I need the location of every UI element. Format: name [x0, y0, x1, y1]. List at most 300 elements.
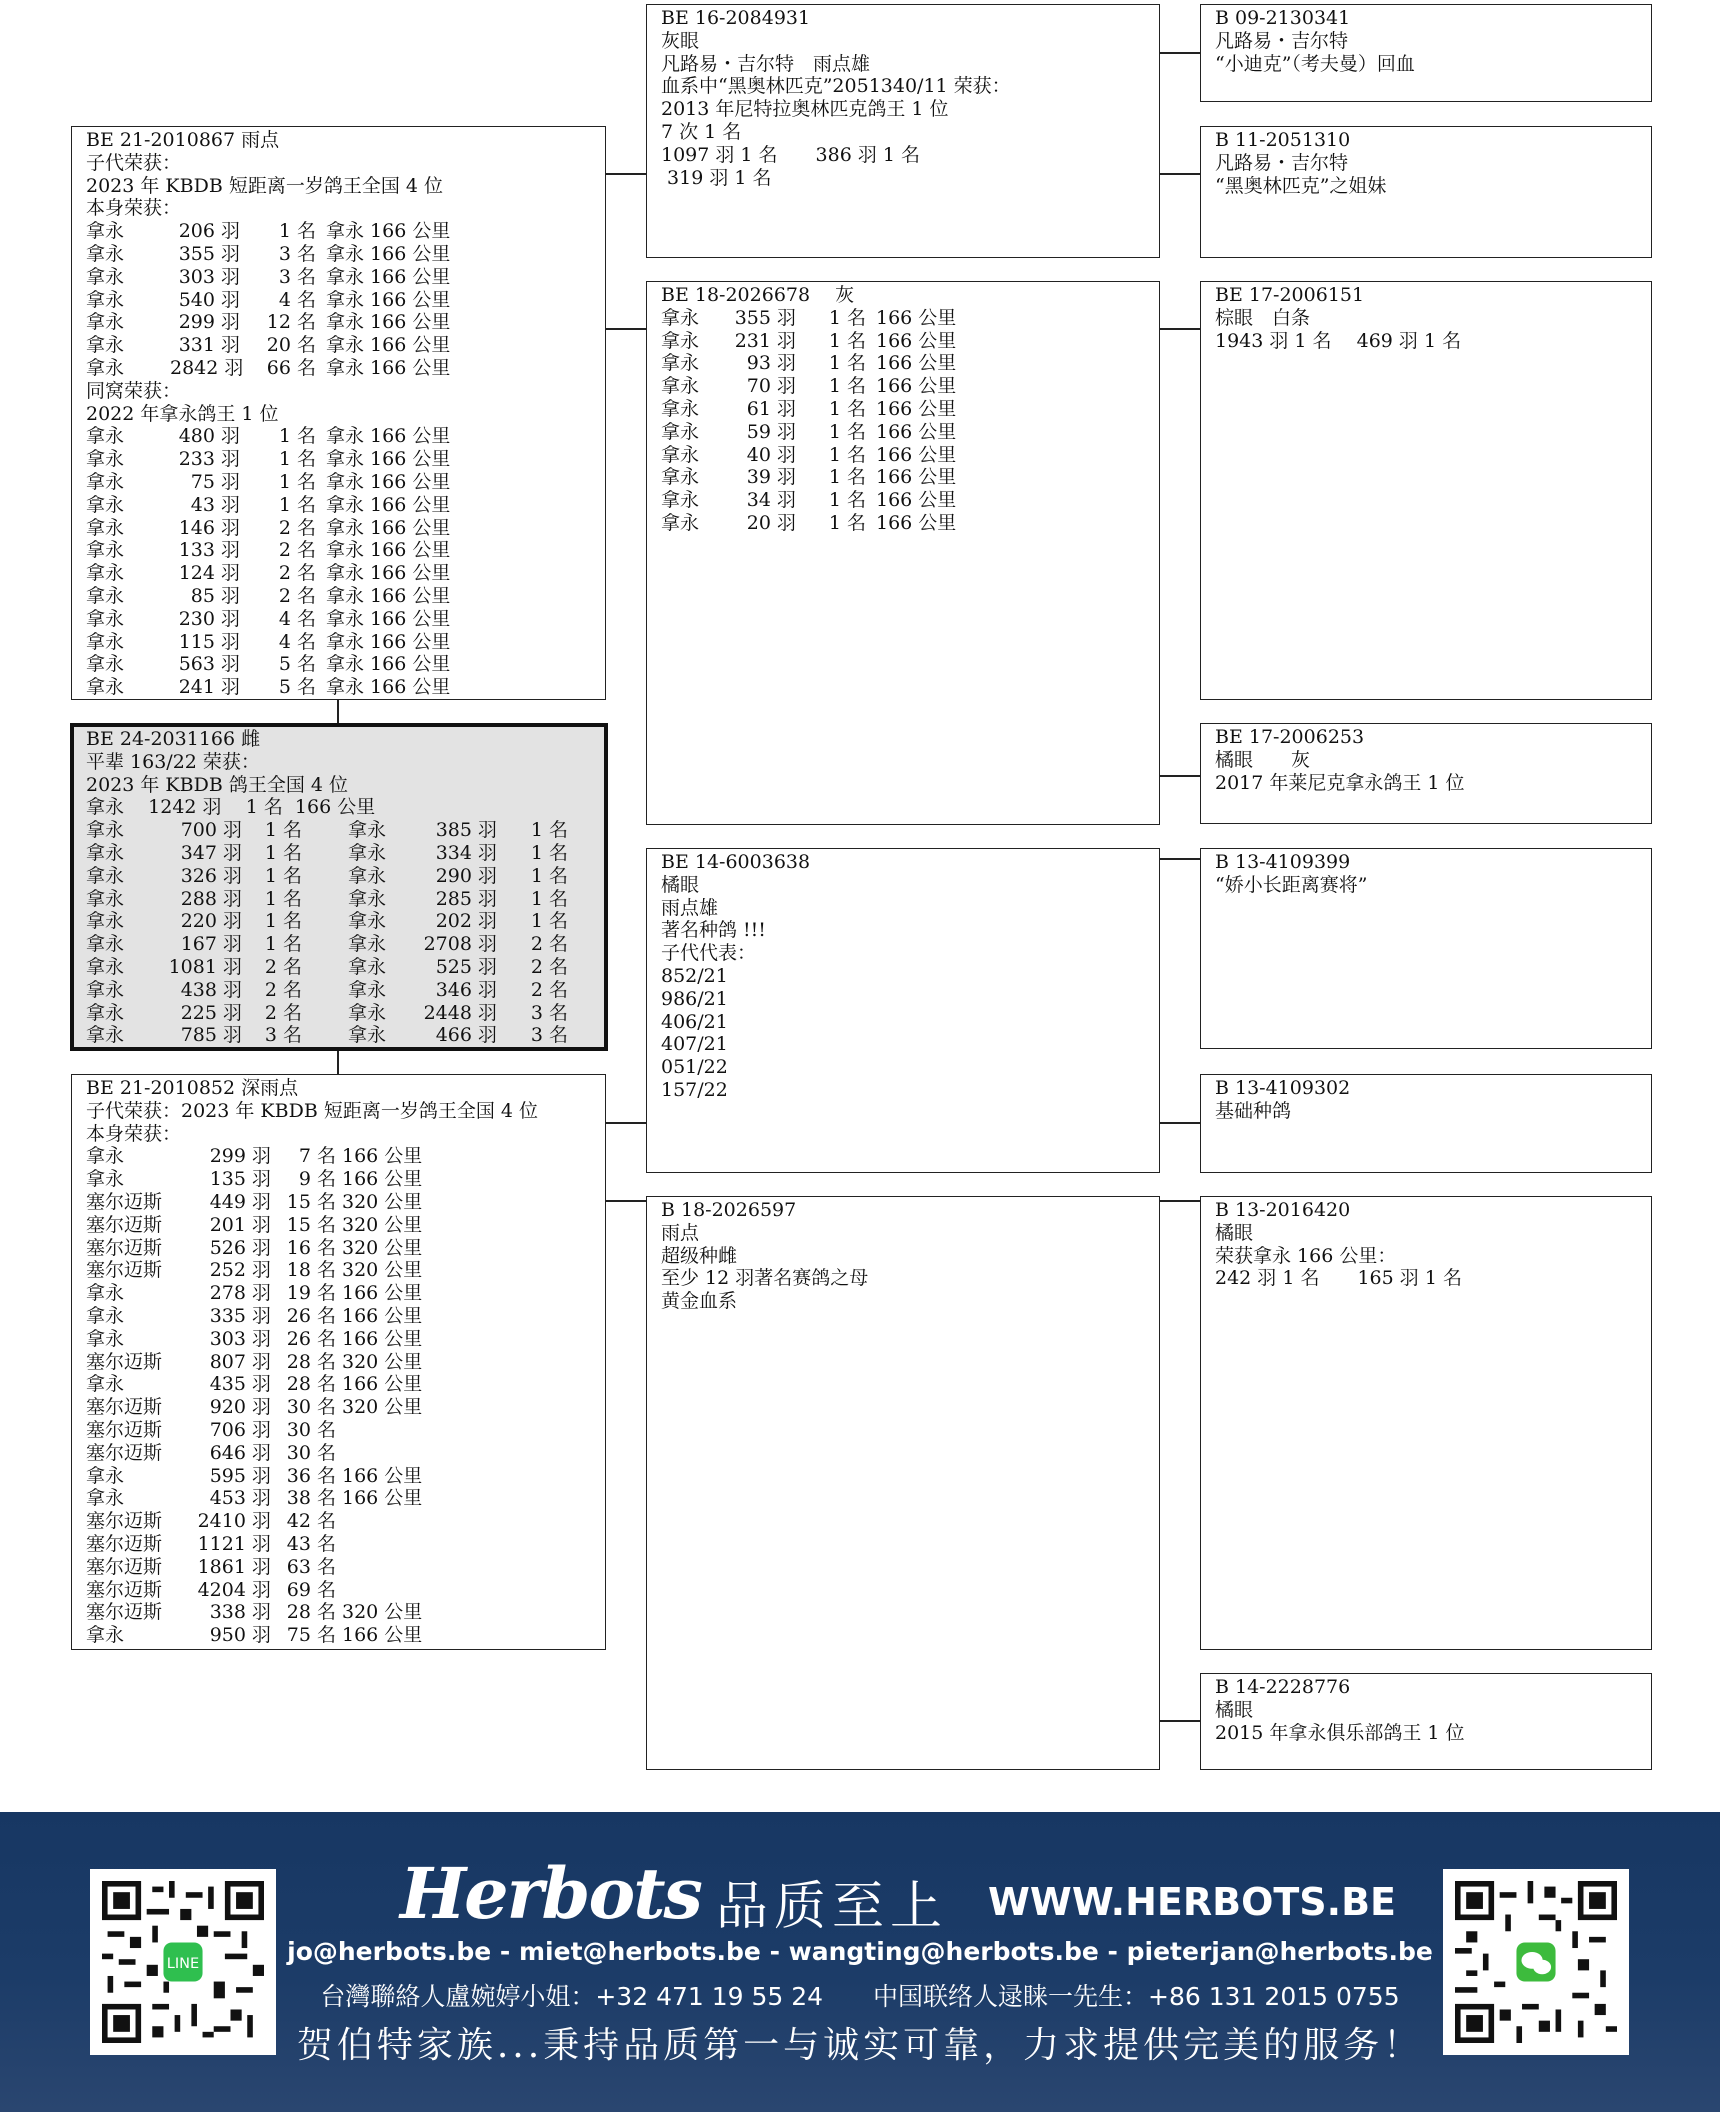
dam-result-cell: 63 名	[286, 1555, 336, 1578]
granddam-result-cell: 166 公里	[876, 397, 957, 420]
sire-sibling-result-cell: 563 羽	[178, 653, 240, 676]
sire-own-result-cell: 355 羽	[178, 242, 240, 265]
subject-result-row	[86, 1002, 592, 1025]
sire-own-result-row	[86, 289, 591, 312]
granddam-result-cell: 1 名	[828, 329, 866, 352]
connector-dam-gp2	[605, 1200, 647, 1202]
sire-sibling-result-cell: 85 羽	[190, 584, 240, 607]
subject-result-cell: 700 羽	[180, 819, 242, 842]
sire-sibling-result-row	[86, 539, 591, 562]
subject-result-cell: 3 名	[530, 1001, 568, 1024]
subject-result-cell: 1 名	[264, 841, 302, 864]
connector-subject-dam	[337, 1050, 339, 1074]
sire-sibling-result-row	[86, 448, 591, 471]
great-grandparent-line: B 13-4109302	[1215, 1077, 1351, 1099]
sire-sibling-result-cell: 4 名	[278, 630, 316, 653]
granddam-result-cell: 拿永	[661, 511, 700, 534]
great-grandparent-line: 2015 年拿永俱乐部鸽王 1 位	[1215, 1721, 1465, 1744]
great-grandparent-line: 1943 羽 1 名 469 羽 1 名	[1215, 329, 1462, 352]
granddam-result-cell: 1 名	[828, 443, 866, 466]
dam-result-cell: 拿永	[86, 1624, 125, 1647]
dam-result-cell: 43 名	[286, 1532, 336, 1555]
dam-result-cell: 28 名	[286, 1350, 336, 1373]
subject-result-cell: 1 名	[530, 841, 568, 864]
sire-sibling-result-cell: 2 名	[278, 584, 316, 607]
dam-ring: BE 21-2010852 深雨点	[86, 1077, 299, 1099]
grandsire-dam-side-line: 子代代表：	[661, 942, 757, 965]
dam-result-cell: 15 名	[286, 1213, 336, 1236]
granddam-result-row	[661, 307, 1145, 330]
granddam-result-row	[661, 444, 1145, 467]
great-grandparent-box-8	[1200, 1673, 1652, 1770]
subject-result-cell: 拿永	[86, 841, 125, 864]
subject-result-cell: 1 名	[264, 864, 302, 887]
subject-result-cell: 拿永	[348, 819, 387, 842]
granddam-result-cell: 1 名	[828, 306, 866, 329]
grandsire-sire-side-line: 319 羽 1 名	[661, 166, 772, 189]
sire-own-result-cell: 331 羽	[178, 334, 240, 357]
qr-code-icon	[1455, 1881, 1617, 2043]
sire-own-result-row	[86, 334, 591, 357]
subject-result-cell: 3 名	[264, 1024, 302, 1047]
dam-result-cell: 拿永	[86, 1145, 125, 1168]
subject-result-row	[86, 865, 592, 888]
dam-result-cell: 36 名	[286, 1464, 336, 1487]
subject-result-cell: 1 名	[264, 819, 302, 842]
dam-result-cell: 449 羽	[209, 1190, 271, 1213]
granddam-result-cell: 1 名	[828, 511, 866, 534]
granddam-result-cell: 166 公里	[876, 306, 957, 329]
granddam-result-cell: 拿永	[661, 489, 700, 512]
subject-result-cell: 拿永	[348, 978, 387, 1001]
dam-result-row	[86, 1214, 591, 1237]
connector-gp-ggp-4	[1159, 775, 1201, 777]
dam-result-cell: 拿永	[86, 1282, 125, 1305]
great-grandparent-box-7	[1200, 1196, 1652, 1650]
dam-result-cell: 塞尔迈斯	[86, 1350, 163, 1373]
granddam-result-cell: 20 羽	[746, 511, 796, 534]
granddam-result-row	[661, 330, 1145, 353]
sire-own-result-cell: 拿永 166 公里	[326, 242, 451, 265]
sire-sibling-result-cell: 拿永	[86, 516, 125, 539]
dam-result-row	[86, 1579, 591, 1602]
dam-result-cell: 38 名	[286, 1487, 336, 1510]
granddam-result-cell: 拿永	[661, 420, 700, 443]
subject-result-cell: 1 名	[264, 933, 302, 956]
sire-sibling-result-cell: 1 名	[278, 425, 316, 448]
sire-sibling-result-row	[86, 425, 591, 448]
dam-result-row	[86, 1465, 591, 1488]
granddam-result-cell: 355 羽	[734, 306, 796, 329]
granddam-sire-side-ring: BE 18-2026678 灰	[661, 284, 855, 306]
sire-sibling-result-cell: 拿永	[86, 630, 125, 653]
sire-own-heading: 本身荣获：	[86, 197, 182, 220]
great-grandparent-line: BE 17-2006151	[1215, 284, 1365, 306]
granddam-sire-side-results	[661, 307, 1145, 535]
dam-result-cell: 303 羽	[209, 1327, 271, 1350]
dam-result-cell: 19 名	[286, 1282, 336, 1305]
great-grandparent-box-6	[1200, 1074, 1652, 1173]
granddam-dam-side-line: 超级种雌	[661, 1244, 738, 1267]
dam-result-cell: 75 名	[286, 1624, 336, 1647]
dam-result-cell: 塞尔迈斯	[86, 1259, 163, 1282]
subject-result-cell: 385 羽	[435, 819, 497, 842]
great-grandparent-line: “小迪克”（考夫曼）回血	[1215, 52, 1415, 75]
sire-own-result-cell: 206 羽	[178, 220, 240, 243]
great-grandparent-line: 基础种鸽	[1215, 1099, 1292, 1122]
sire-sibling-result-cell: 拿永 166 公里	[326, 653, 451, 676]
sire-own-result-cell: 拿永	[86, 265, 125, 288]
sire-sibling-result-row	[86, 585, 591, 608]
sire-sibling-result-cell: 75 羽	[190, 470, 240, 493]
granddam-result-cell: 166 公里	[876, 466, 957, 489]
dam-result-cell: 30 名	[286, 1441, 336, 1464]
dam-result-cell: 166 公里	[342, 1282, 423, 1305]
dam-result-cell: 706 羽	[209, 1418, 271, 1441]
dam-result-cell: 166 公里	[342, 1327, 423, 1350]
dam-result-cell: 塞尔迈斯	[86, 1213, 163, 1236]
subject-result-cell: 225 羽	[180, 1001, 242, 1024]
great-grandparent-line: 橘眼	[1215, 1221, 1254, 1244]
dam-result-cell: 15 名	[286, 1190, 336, 1213]
granddam-result-cell: 34 羽	[746, 489, 796, 512]
dam-result-cell: 拿永	[86, 1487, 125, 1510]
grandsire-sire-side-line: 1097 羽 1 名 386 羽 1 名	[661, 143, 921, 166]
dam-result-cell: 拿永	[86, 1373, 125, 1396]
dam-result-row	[86, 1282, 591, 1305]
sire-results-siblings	[86, 425, 591, 699]
granddam-result-cell: 70 羽	[746, 375, 796, 398]
subject-result-cell: 1 名	[530, 864, 568, 887]
great-grandparent-line: B 13-2016420	[1215, 1199, 1351, 1221]
dam-result-cell: 28 名	[286, 1601, 336, 1624]
dam-result-row	[86, 1351, 591, 1374]
dam-result-cell: 320 公里	[342, 1213, 423, 1236]
sire-results-own	[86, 220, 591, 380]
dam-result-cell: 塞尔迈斯	[86, 1236, 163, 1259]
dam-own-heading: 本身荣获：	[86, 1122, 182, 1145]
dam-result-row	[86, 1624, 591, 1647]
grandsire-dam-side-line: 雨点雄	[661, 896, 719, 919]
grandsire-sire-side-line: 灰眼	[661, 29, 700, 52]
sire-own-result-cell: 拿永 166 公里	[326, 265, 451, 288]
sire-offspring-heading: 子代荣获：	[86, 151, 182, 174]
sire-sibling-result-cell: 拿永	[86, 676, 125, 699]
dam-offspring-award: 子代荣获：2023 年 KBDB 短距离一岁鸽王全国 4 位	[86, 1099, 538, 1122]
subject-result-cell: 2 名	[530, 933, 568, 956]
subject-ring: BE 24-2031166 雌	[86, 728, 261, 750]
subject-result-cell: 拿永	[86, 1024, 125, 1047]
subject-result-cell: 拿永	[348, 1024, 387, 1047]
dam-result-cell: 166 公里	[342, 1168, 423, 1191]
sire-sibling-result-cell: 拿永	[86, 448, 125, 471]
great-grandparent-box-3	[1200, 281, 1652, 700]
great-grandparent-line: “黑奥林匹克”之姐妹	[1215, 174, 1387, 197]
dam-result-row	[86, 1487, 591, 1510]
grandsire-sire-side-line: 血系中“黑奥林匹克”2051340/11 荣获：	[661, 75, 1011, 98]
sire-sibling-result-cell: 4 名	[278, 607, 316, 630]
sire-sibling-result-cell: 124 羽	[178, 562, 240, 585]
subject-result-cell: 466 羽	[435, 1024, 497, 1047]
subject-result-cell: 525 羽	[435, 955, 497, 978]
granddam-result-cell: 39 羽	[746, 466, 796, 489]
sire-sibling-result-cell: 133 羽	[178, 539, 240, 562]
sire-own-result-cell: 拿永 166 公里	[326, 220, 451, 243]
dam-result-cell: 塞尔迈斯	[86, 1532, 163, 1555]
subject-result-cell: 1 名	[264, 910, 302, 933]
dam-result-cell: 拿永	[86, 1327, 125, 1350]
sire-sibling-result-cell: 1 名	[278, 448, 316, 471]
dam-result-cell: 拿永	[86, 1464, 125, 1487]
dam-result-cell: 28 名	[286, 1373, 336, 1396]
dam-result-cell: 塞尔迈斯	[86, 1441, 163, 1464]
subject-result-cell: 290 羽	[435, 864, 497, 887]
sire-sibling-result-row	[86, 631, 591, 654]
sire-sibling-result-cell: 拿永 166 公里	[326, 607, 451, 630]
subject-result-cell: 拿永	[86, 819, 125, 842]
subject-result-cell: 1 名	[530, 910, 568, 933]
subject-result-row	[86, 842, 592, 865]
dam-result-cell: 320 公里	[342, 1350, 423, 1373]
grandsire-dam-side-box	[646, 848, 1160, 1173]
grandsire-sire-side-line: BE 16-2084931	[661, 7, 811, 29]
grandsire-dam-side-line: 852/21	[661, 964, 728, 987]
connector-sire-subject	[337, 700, 339, 724]
subject-result-cell: 438 羽	[180, 978, 242, 1001]
subject-box	[70, 723, 608, 1051]
dam-result-cell: 278 羽	[209, 1282, 271, 1305]
subject-result-cell: 1 名	[530, 819, 568, 842]
sire-sibling-result-cell: 1 名	[278, 493, 316, 516]
dam-result-cell: 1861 羽	[197, 1555, 271, 1578]
granddam-result-cell: 1 名	[828, 466, 866, 489]
sire-own-result-cell: 12 名	[266, 311, 316, 334]
sire-sibling-result-row	[86, 653, 591, 676]
email-list[interactable]: jo@herbots.be - miet@herbots.be - wangting@herbots.be - pieterjan@herbots.be	[287, 1937, 1433, 1966]
slogan: 品质至上	[716, 1877, 949, 1937]
subject-result-cell: 拿永	[348, 910, 387, 933]
connector-gp-ggp-3	[1159, 328, 1201, 330]
sire-sibling-result-row	[86, 608, 591, 631]
subject-result-cell: 拿永	[86, 1001, 125, 1024]
dam-result-row	[86, 1419, 591, 1442]
dam-result-cell: 26 名	[286, 1304, 336, 1327]
granddam-dam-side-line: 至少 12 羽著名赛鸽之母	[661, 1267, 869, 1290]
dam-result-cell: 18 名	[286, 1259, 336, 1282]
footer-banner	[0, 1812, 1720, 2112]
grandsire-dam-side-line: 051/22	[661, 1056, 728, 1079]
dam-result-cell: 69 名	[286, 1578, 336, 1601]
granddam-result-cell: 166 公里	[876, 489, 957, 512]
dam-result-cell: 拿永	[86, 1168, 125, 1191]
great-grandparent-line: B 14-2228776	[1215, 1676, 1351, 1698]
website-link[interactable]: WWW.HERBOTS.BE	[988, 1880, 1397, 1924]
grandsire-sire-side-line: 7 次 1 名	[661, 120, 742, 143]
subject-result-cell: 326 羽	[180, 864, 242, 887]
subject-result-cell: 2 名	[264, 978, 302, 1001]
sire-sibling-result-cell: 拿永 166 公里	[326, 425, 451, 448]
dam-result-cell: 166 公里	[342, 1304, 423, 1327]
dam-result-cell: 526 羽	[209, 1236, 271, 1259]
sire-sibling-result-cell: 拿永 166 公里	[326, 448, 451, 471]
dam-result-row	[86, 1601, 591, 1624]
great-grandparent-line: BE 17-2006253	[1215, 726, 1365, 748]
sire-own-result-cell: 拿永 166 公里	[326, 288, 451, 311]
great-grandparent-line: “娇小长距离赛将”	[1215, 873, 1368, 896]
sire-own-result-cell: 拿永 166 公里	[326, 334, 451, 357]
sire-sibling-result-cell: 2 名	[278, 539, 316, 562]
subject-result-cell: 拿永	[348, 864, 387, 887]
great-grandparent-line: 橘眼	[1215, 1698, 1254, 1721]
subject-result-cell: 285 羽	[435, 887, 497, 910]
subject-result-cell: 拿永	[86, 933, 125, 956]
dam-result-cell: 435 羽	[209, 1373, 271, 1396]
subject-result-row	[86, 910, 592, 933]
sire-ring: BE 21-2010867 雨点	[86, 129, 280, 151]
granddam-result-cell: 1 名	[828, 352, 866, 375]
grandsire-dam-side-line: BE 14-6003638	[661, 851, 811, 873]
granddam-result-cell: 拿永	[661, 329, 700, 352]
dam-result-cell: 7 名	[298, 1145, 336, 1168]
sire-sibling-result-cell: 233 羽	[178, 448, 240, 471]
dam-result-cell: 塞尔迈斯	[86, 1601, 163, 1624]
svg-text:LINE: LINE	[166, 1956, 200, 1973]
dam-result-row	[86, 1510, 591, 1533]
sire-own-result-cell: 拿永 166 公里	[326, 311, 451, 334]
dam-result-cell: 塞尔迈斯	[86, 1418, 163, 1441]
sire-sibling-result-cell: 拿永 166 公里	[326, 584, 451, 607]
dam-result-row	[86, 1145, 591, 1168]
granddam-result-cell: 拿永	[661, 306, 700, 329]
grandsire-sire-side-box	[646, 4, 1160, 258]
dam-result-cell: 1121 羽	[197, 1532, 271, 1555]
sire-sibling-result-cell: 2 名	[278, 516, 316, 539]
dam-result-cell: 299 羽	[209, 1145, 271, 1168]
herbots-logo: Herbots	[400, 1852, 701, 1935]
subject-result-cell: 2 名	[530, 955, 568, 978]
granddam-result-cell: 166 公里	[876, 329, 957, 352]
dam-result-cell: 2410 羽	[197, 1510, 271, 1533]
dam-result-row	[86, 1328, 591, 1351]
subject-result-cell: 1 名	[264, 887, 302, 910]
subject-result-cell: 202 羽	[435, 910, 497, 933]
sire-own-result-cell: 20 名	[266, 334, 316, 357]
subject-award: 2023 年 KBDB 鸽王全国 4 位	[86, 773, 348, 796]
subject-result-cell: 785 羽	[180, 1024, 242, 1047]
dam-result-cell: 320 公里	[342, 1601, 423, 1624]
subject-result-row	[86, 888, 592, 911]
great-grandparent-box-5	[1200, 848, 1652, 1049]
dam-result-cell: 335 羽	[209, 1304, 271, 1327]
dam-result-row	[86, 1168, 591, 1191]
sire-own-result-cell: 66 名	[266, 356, 316, 379]
granddam-result-cell: 166 公里	[876, 420, 957, 443]
dam-result-cell: 252 羽	[209, 1259, 271, 1282]
qr-code-wechat[interactable]	[1443, 1869, 1629, 2055]
subject-result-row	[86, 979, 592, 1002]
grandsire-dam-side-line: 橘眼	[661, 873, 700, 896]
granddam-result-cell: 166 公里	[876, 511, 957, 534]
subject-result-cell: 167 羽	[180, 933, 242, 956]
sire-own-result-cell: 3 名	[278, 242, 316, 265]
granddam-result-cell: 拿永	[661, 397, 700, 420]
granddam-result-row	[661, 421, 1145, 444]
subject-result-cell: 拿永	[348, 1001, 387, 1024]
dam-result-row	[86, 1191, 591, 1214]
granddam-result-cell: 拿永	[661, 375, 700, 398]
dam-result-cell: 塞尔迈斯	[86, 1510, 163, 1533]
sire-sibling-result-row	[86, 517, 591, 540]
subject-result-row	[86, 1024, 592, 1047]
sire-sibling-result-cell: 拿永	[86, 539, 125, 562]
subject-top-result: 拿永 1242 羽 1 名 166 公里	[86, 796, 376, 819]
dam-result-cell: 9 名	[298, 1168, 336, 1191]
dam-result-cell: 塞尔迈斯	[86, 1396, 163, 1419]
dam-result-cell: 950 羽	[209, 1624, 271, 1647]
subject-result-cell: 288 羽	[180, 887, 242, 910]
granddam-result-row	[661, 512, 1145, 535]
dam-result-cell: 塞尔迈斯	[86, 1190, 163, 1213]
dam-box	[71, 1074, 606, 1650]
granddam-result-cell: 166 公里	[876, 443, 957, 466]
sire-sibling-result-cell: 241 羽	[178, 676, 240, 699]
granddam-result-row	[661, 466, 1145, 489]
dam-result-row	[86, 1373, 591, 1396]
subject-result-cell: 2448 羽	[423, 1001, 497, 1024]
subject-result-cell: 拿永	[348, 841, 387, 864]
grandsire-sire-side-line: 2013 年尼特拉奥林匹克鸽王 1 位	[661, 98, 949, 121]
granddam-result-cell: 1 名	[828, 397, 866, 420]
grandsire-dam-side-line: 157/22	[661, 1078, 728, 1101]
great-grandparent-line: B 09-2130341	[1215, 7, 1351, 29]
sire-sibling-result-row	[86, 494, 591, 517]
dam-result-cell: 320 公里	[342, 1236, 423, 1259]
granddam-result-cell: 166 公里	[876, 352, 957, 375]
dam-result-cell: 30 名	[286, 1418, 336, 1441]
great-grandparent-box-4	[1200, 723, 1652, 824]
grandsire-sire-side-line: 凡路易・吉尔特 雨点雄	[661, 52, 871, 75]
sire-own-result-cell: 303 羽	[178, 265, 240, 288]
granddam-sire-side-box	[646, 281, 1160, 825]
sire-own-result-cell: 2842 羽	[170, 356, 244, 379]
sire-own-result-cell: 540 羽	[178, 288, 240, 311]
sire-sibling-result-cell: 115 羽	[178, 630, 240, 653]
company-motto: 贺伯特家族...秉持品质第一与诚实可靠，力求提供完美的服务！	[296, 2025, 1424, 2066]
great-grandparent-line: 242 羽 1 名 165 羽 1 名	[1215, 1267, 1462, 1290]
sire-sibling-result-cell: 146 羽	[178, 516, 240, 539]
great-grandparent-line: 凡路易・吉尔特	[1215, 29, 1349, 52]
subject-result-cell: 220 羽	[180, 910, 242, 933]
sire-sibling-result-cell: 拿永 166 公里	[326, 562, 451, 585]
granddam-result-row	[661, 375, 1145, 398]
subject-result-cell: 2 名	[264, 1001, 302, 1024]
granddam-result-cell: 拿永	[661, 352, 700, 375]
connector-gp-ggp-8	[1159, 1720, 1201, 1722]
subject-result-cell: 拿永	[348, 933, 387, 956]
dam-result-cell: 201 羽	[209, 1213, 271, 1236]
dam-results	[86, 1145, 591, 1647]
subject-result-cell: 346 羽	[435, 978, 497, 1001]
sire-sibling-result-cell: 230 羽	[178, 607, 240, 630]
connector-gp-ggp-5	[1159, 858, 1201, 860]
granddam-result-cell: 61 羽	[746, 397, 796, 420]
sire-sibling-result-cell: 2 名	[278, 562, 316, 585]
sire-sibling-result-cell: 拿永 166 公里	[326, 539, 451, 562]
dam-result-cell: 拿永	[86, 1304, 125, 1327]
grandsire-dam-side-line: 406/21	[661, 1010, 728, 1033]
subject-result-cell: 2 名	[264, 955, 302, 978]
dam-result-row	[86, 1533, 591, 1556]
